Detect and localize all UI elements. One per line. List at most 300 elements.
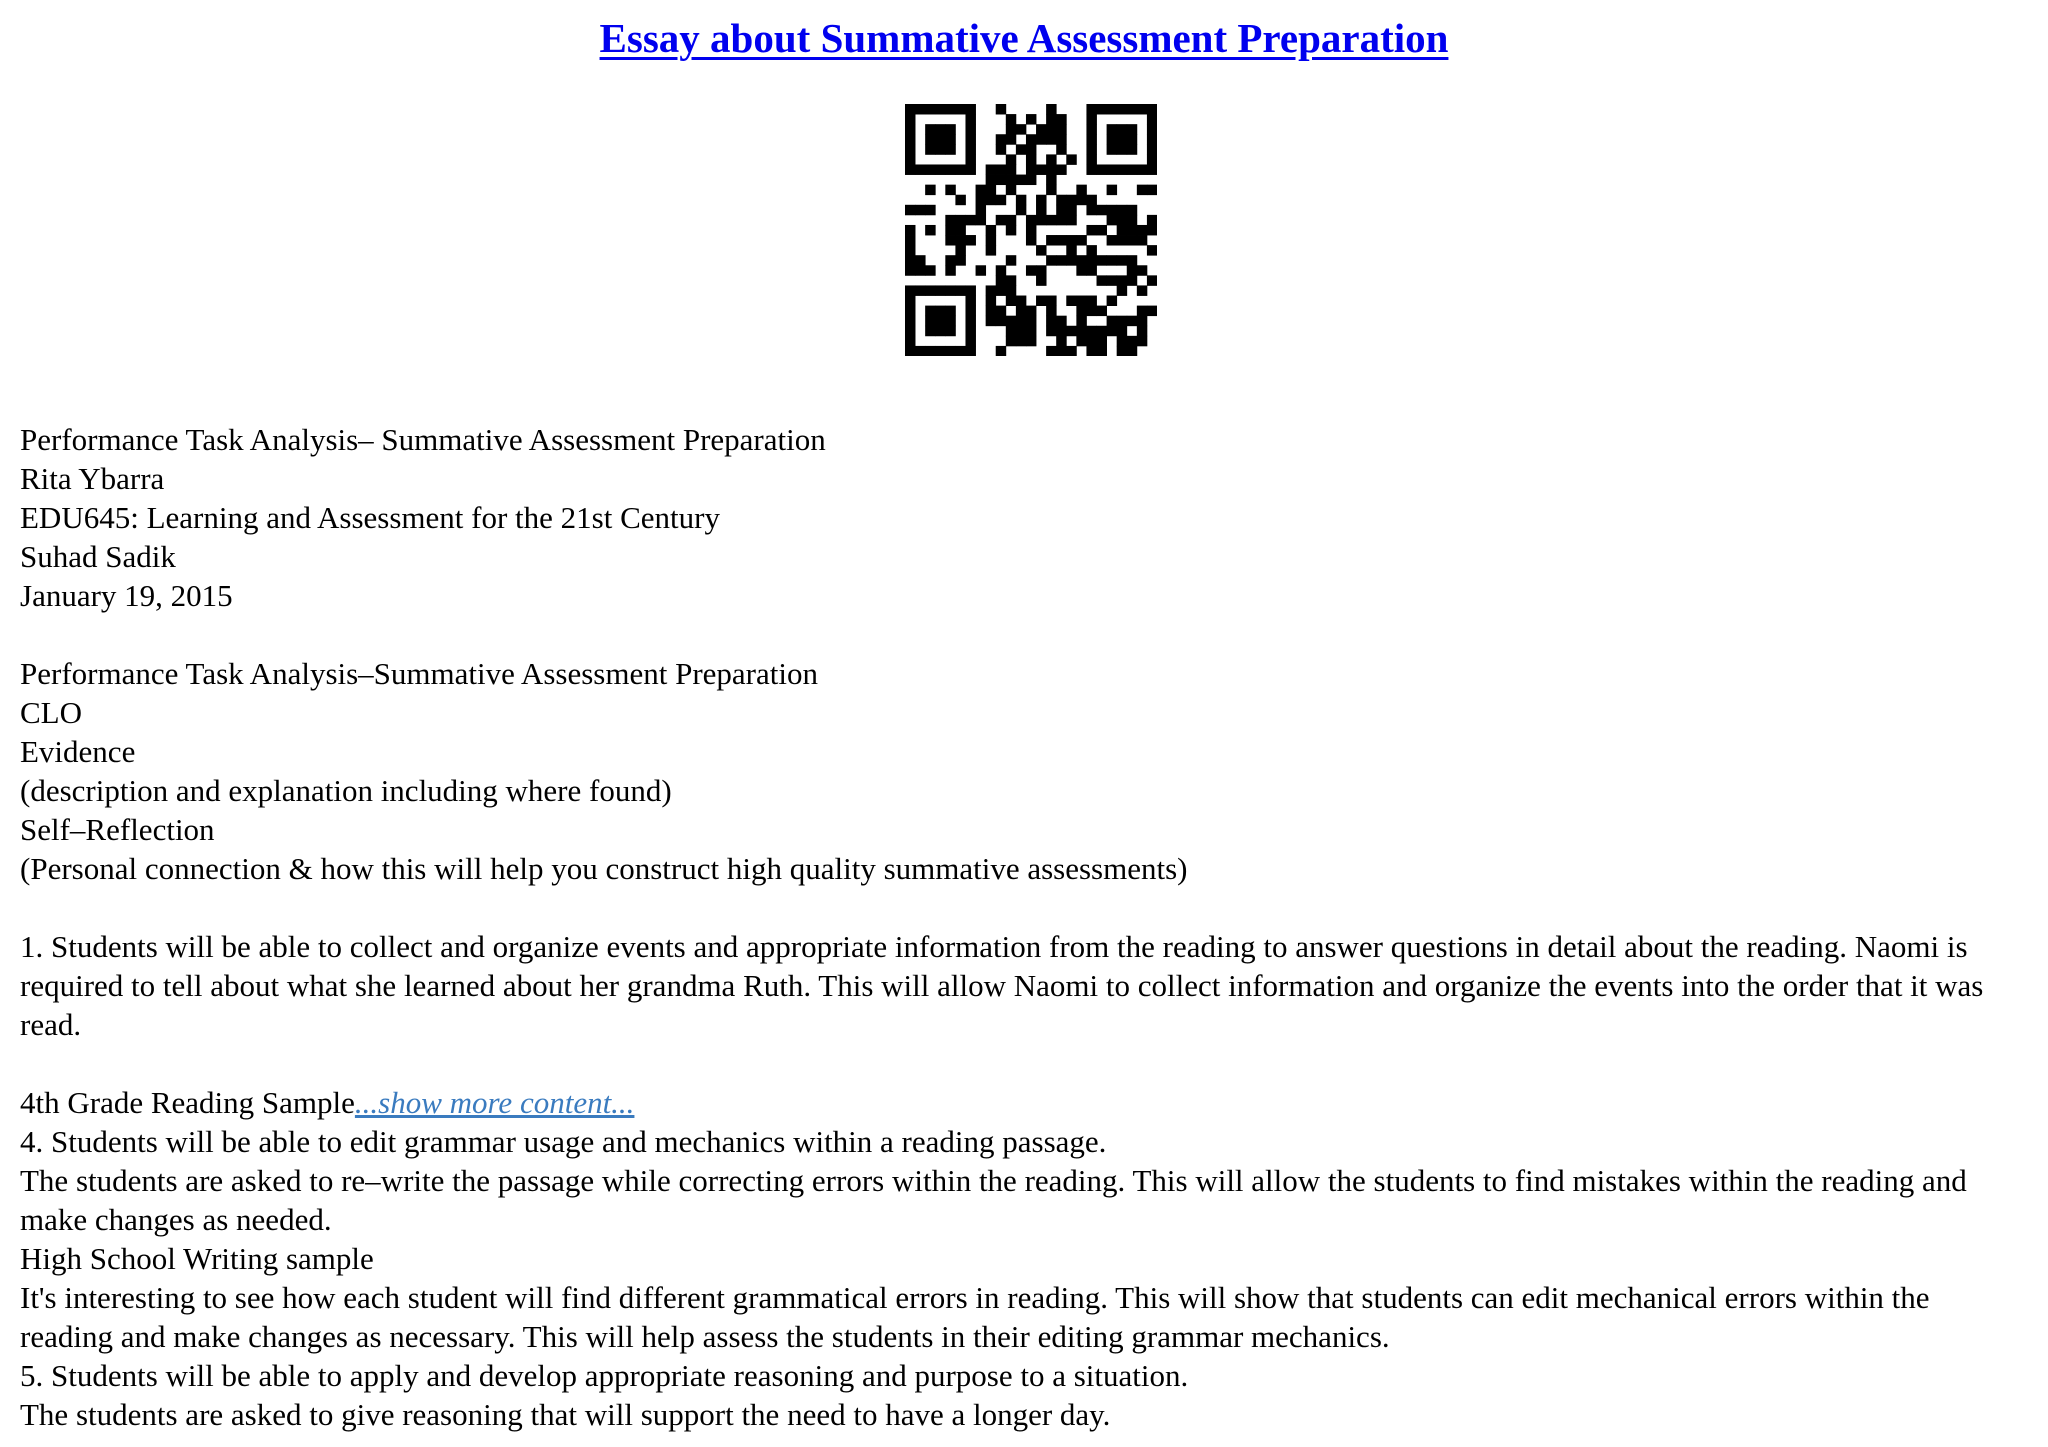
qr-module — [1086, 326, 1096, 336]
qr-module — [1066, 235, 1076, 245]
item-5-detail: The students are asked to give reasoning that will support the need to have a longer day. — [20, 1397, 1111, 1432]
qr-module — [1127, 164, 1137, 174]
qr-module — [915, 205, 925, 215]
qr-module — [1086, 225, 1096, 235]
qr-module — [965, 296, 975, 306]
qr-module — [925, 316, 935, 326]
qr-module — [1147, 185, 1157, 195]
qr-module — [965, 164, 975, 174]
qr-module — [925, 144, 935, 154]
qr-module — [905, 316, 915, 326]
qr-module — [1006, 154, 1016, 164]
qr-module — [996, 144, 1006, 154]
qr-module — [1147, 154, 1157, 164]
table-header-title: Performance Task Analysis–Summative Assessment Preparation — [20, 656, 818, 691]
qr-module — [935, 144, 945, 154]
qr-module — [1086, 245, 1096, 255]
qr-module — [945, 235, 955, 245]
qr-module — [1066, 205, 1076, 215]
qr-module — [1086, 104, 1096, 114]
qr-module — [1107, 144, 1117, 154]
qr-module — [1107, 185, 1117, 195]
qr-module — [905, 164, 915, 174]
qr-module — [1117, 346, 1127, 356]
qr-module — [1147, 164, 1157, 174]
table-header-evidence-note: (description and explanation including where found) — [20, 773, 672, 808]
qr-module — [1147, 306, 1157, 316]
qr-module — [1046, 346, 1056, 356]
qr-module — [1107, 255, 1117, 265]
qr-module — [945, 164, 955, 174]
qr-module — [935, 326, 945, 336]
qr-module — [905, 296, 915, 306]
qr-module — [1056, 144, 1066, 154]
qr-module — [1137, 185, 1147, 195]
qr-module — [1107, 124, 1117, 134]
qr-module — [996, 134, 1006, 144]
qr-module — [1086, 296, 1096, 306]
qr-module — [1046, 164, 1056, 174]
qr-module — [905, 104, 915, 114]
qr-module — [1036, 265, 1046, 275]
qr-module — [1026, 154, 1036, 164]
qr-module — [925, 134, 935, 144]
qr-module — [1006, 164, 1016, 174]
qr-module — [986, 285, 996, 295]
qr-module — [1036, 275, 1046, 285]
qr-module — [945, 215, 955, 225]
qr-module — [955, 235, 965, 245]
qr-module — [996, 306, 1006, 316]
qr-module — [905, 326, 915, 336]
qr-module — [1086, 265, 1096, 275]
qr-module — [905, 255, 915, 265]
qr-module — [1076, 195, 1086, 205]
writing-sample-label: High School Writing sample — [20, 1241, 374, 1276]
qr-module — [986, 164, 996, 174]
qr-module — [945, 346, 955, 356]
qr-module — [965, 285, 975, 295]
qr-module — [1056, 164, 1066, 174]
qr-module — [996, 285, 1006, 295]
qr-module — [976, 215, 986, 225]
qr-module — [1056, 124, 1066, 134]
qr-module — [1086, 134, 1096, 144]
qr-module — [1137, 265, 1147, 275]
qr-module — [1016, 296, 1026, 306]
qr-module — [1056, 114, 1066, 124]
qr-module — [1097, 225, 1107, 235]
spacer — [20, 1044, 2030, 1083]
qr-module — [965, 124, 975, 134]
qr-module — [1066, 215, 1076, 225]
qr-module — [1046, 296, 1056, 306]
qr-module — [905, 306, 915, 316]
qr-module — [1046, 134, 1056, 144]
qr-module — [945, 104, 955, 114]
qr-module — [955, 104, 965, 114]
qr-module — [905, 134, 915, 144]
qr-module — [935, 124, 945, 134]
qr-module — [1046, 104, 1056, 114]
qr-module — [1117, 275, 1127, 285]
qr-module — [1026, 215, 1036, 225]
qr-module — [1026, 225, 1036, 235]
qr-module — [1076, 185, 1086, 195]
qr-module — [1056, 195, 1066, 205]
qr-module — [925, 225, 935, 235]
qr-module — [905, 205, 915, 215]
qr-module — [1127, 316, 1137, 326]
header-line-author: Rita Ybarra — [20, 461, 165, 496]
qr-module — [1127, 104, 1137, 114]
reflection-paragraph: It's interesting to see how each student will find different grammatical errors in reading. This will show that students can edit mechanical errors within the reading and make changes as necessary. This will help assess the students in their editing grammar mechanics. — [20, 1280, 1930, 1354]
qr-module — [1117, 326, 1127, 336]
item-4-detail: The students are asked to re–write the passage while correcting errors within the reading. This will allow the students to find mistakes within the reading and make changes as needed. — [20, 1163, 1967, 1237]
table-header-self-reflection: Self–Reflection — [20, 812, 215, 847]
item-4-paragraph: 4. Students will be able to edit grammar usage and mechanics within a reading passage. — [20, 1124, 1107, 1159]
qr-module — [1026, 326, 1036, 336]
qr-module — [1046, 306, 1056, 316]
header-line-instructor: Suhad Sadik — [20, 539, 176, 574]
qr-module — [1117, 255, 1127, 265]
qr-module — [1137, 316, 1147, 326]
qr-module — [935, 104, 945, 114]
qr-module — [945, 134, 955, 144]
qr-module — [976, 205, 986, 215]
spacer — [20, 615, 2030, 654]
qr-module — [1016, 336, 1026, 346]
qr-module — [925, 265, 935, 275]
qr-module — [1036, 164, 1046, 174]
qr-module — [1097, 104, 1107, 114]
qr-module — [1026, 336, 1036, 346]
qr-module — [965, 134, 975, 144]
qr-module — [965, 154, 975, 164]
header-line-title: Performance Task Analysis– Summative Assessment Preparation — [20, 422, 826, 457]
qr-module — [915, 104, 925, 114]
qr-module — [1147, 275, 1157, 285]
qr-module — [905, 285, 915, 295]
qr-module — [905, 154, 915, 164]
qr-module — [996, 275, 1006, 285]
qr-module — [1006, 185, 1016, 195]
qr-module — [965, 144, 975, 154]
qr-module — [1117, 164, 1127, 174]
qr-module — [1006, 336, 1016, 346]
qr-module — [1006, 134, 1016, 144]
qr-module — [1117, 235, 1127, 245]
qr-module — [955, 285, 965, 295]
table-header-reflection-note: (Personal connection & how this will help you construct high quality summative assessments) — [20, 851, 1188, 886]
qr-module — [925, 185, 935, 195]
qr-module — [1127, 134, 1137, 144]
qr-module — [1117, 205, 1127, 215]
qr-module — [955, 346, 965, 356]
qr-module — [1086, 124, 1096, 134]
qr-module — [1086, 154, 1096, 164]
qr-module — [965, 215, 975, 225]
qr-module — [935, 164, 945, 174]
item-1-paragraph: 1. Students will be able to collect and organize events and appropriate information from the reading to answer questions in detail about the reading. Naomi is required to tell about what she learned about her grandma Ruth. This will allow Naomi to collect information and organize the events into the order that it was read. — [20, 929, 1984, 1042]
qr-module — [1056, 205, 1066, 215]
qr-module — [1026, 114, 1036, 124]
qr-module — [1046, 154, 1056, 164]
qr-module — [1016, 316, 1026, 326]
spacer — [20, 888, 2030, 927]
qr-module — [925, 346, 935, 356]
qr-module — [1066, 195, 1076, 205]
qr-module — [905, 124, 915, 134]
qr-module — [1117, 336, 1127, 346]
qr-module — [986, 235, 996, 245]
qr-module — [1147, 144, 1157, 154]
qr-module — [996, 164, 1006, 174]
qr-module — [1056, 134, 1066, 144]
qr-module — [1016, 195, 1026, 205]
qr-module — [945, 185, 955, 195]
qr-module — [905, 114, 915, 124]
qr-module — [935, 285, 945, 295]
qr-module — [965, 316, 975, 326]
qr-module — [945, 285, 955, 295]
qr-module — [905, 235, 915, 245]
qr-module — [1056, 326, 1066, 336]
qr-module — [1086, 255, 1096, 265]
qr-module — [1006, 275, 1016, 285]
qr-module — [1127, 275, 1137, 285]
qr-module — [1097, 275, 1107, 285]
qr-module — [1026, 306, 1036, 316]
qr-module — [965, 235, 975, 245]
qr-module — [1097, 205, 1107, 215]
qr-module — [976, 195, 986, 205]
qr-module — [1117, 225, 1127, 235]
qr-module — [1107, 296, 1117, 306]
qr-module — [915, 285, 925, 295]
item-5-paragraph: 5. Students will be able to apply and develop appropriate reasoning and purpose to a situation. — [20, 1358, 1189, 1393]
qr-module — [1046, 185, 1056, 195]
qr-module — [1097, 306, 1107, 316]
qr-module — [1107, 316, 1117, 326]
qr-module — [1056, 316, 1066, 326]
qr-module — [1127, 265, 1137, 275]
qr-module — [1147, 225, 1157, 235]
qr-module — [986, 316, 996, 326]
qr-module — [905, 346, 915, 356]
qr-module — [1117, 124, 1127, 134]
qr-module — [1076, 326, 1086, 336]
qr-module — [976, 265, 986, 275]
qr-module — [996, 175, 1006, 185]
qr-module — [1026, 175, 1036, 185]
qr-module — [1036, 134, 1046, 144]
qr-module — [1107, 164, 1117, 174]
qr-module — [986, 245, 996, 255]
qr-module — [1127, 225, 1137, 235]
qr-module — [935, 316, 945, 326]
qr-module — [1006, 215, 1016, 225]
qr-module — [905, 265, 915, 275]
qr-module — [1006, 175, 1016, 185]
qr-module — [965, 104, 975, 114]
qr-module — [955, 195, 965, 205]
qr-module — [1016, 144, 1026, 154]
qr-module — [925, 164, 935, 174]
qr-module — [996, 215, 1006, 225]
qr-module — [1036, 195, 1046, 205]
qr-module — [1026, 134, 1036, 144]
qr-module — [1076, 316, 1086, 326]
qr-module — [1086, 346, 1096, 356]
qr-module — [996, 346, 1006, 356]
qr-module — [1026, 235, 1036, 245]
header-line-course: EDU645: Learning and Assessment for the 21st Century — [20, 500, 720, 535]
qr-module — [965, 326, 975, 336]
qr-module — [1137, 235, 1147, 245]
qr-module — [1056, 346, 1066, 356]
qr-module — [925, 205, 935, 215]
qr-code-graphic — [905, 104, 1157, 356]
qr-module — [1076, 306, 1086, 316]
qr-module — [1066, 296, 1076, 306]
qr-module — [905, 245, 915, 255]
qr-module — [1036, 205, 1046, 215]
qr-module — [986, 175, 996, 185]
qr-module — [1137, 164, 1147, 174]
qr-module — [1137, 104, 1147, 114]
qr-module — [945, 255, 955, 265]
qr-module — [1086, 195, 1096, 205]
qr-module — [1097, 336, 1107, 346]
qr-module — [1086, 164, 1096, 174]
qr-module — [1097, 346, 1107, 356]
qr-module — [1107, 134, 1117, 144]
qr-module — [1107, 215, 1117, 225]
qr-module — [915, 265, 925, 275]
qr-module — [1046, 124, 1056, 134]
qr-module — [935, 134, 945, 144]
qr-module — [1127, 124, 1137, 134]
qr-module — [915, 255, 925, 265]
qr-module — [925, 104, 935, 114]
qr-module — [1006, 285, 1016, 295]
qr-module — [1107, 326, 1117, 336]
qr-module — [905, 144, 915, 154]
qr-module — [1076, 296, 1086, 306]
qr-module — [1137, 225, 1147, 235]
qr-module — [1066, 154, 1076, 164]
qr-module — [1117, 316, 1127, 326]
qr-module — [1036, 245, 1046, 255]
qr-module — [965, 306, 975, 316]
qr-module — [1006, 326, 1016, 336]
qr-module — [1006, 255, 1016, 265]
essay-title-link[interactable]: Essay about Summative Assessment Preparation — [599, 15, 1449, 61]
table-header-clo: CLO — [20, 695, 82, 730]
qr-module — [1056, 235, 1066, 245]
qr-module — [986, 185, 996, 195]
qr-module — [1086, 114, 1096, 124]
qr-module — [1127, 215, 1137, 225]
qr-module — [945, 306, 955, 316]
qr-module — [1097, 164, 1107, 174]
qr-module — [1016, 306, 1026, 316]
qr-module — [905, 225, 915, 235]
qr-module — [1006, 225, 1016, 235]
qr-module — [1076, 235, 1086, 245]
show-more-link[interactable]: ...show more content... — [354, 1085, 635, 1120]
qr-code — [905, 104, 1157, 356]
qr-module — [1046, 255, 1056, 265]
qr-module — [1076, 336, 1086, 346]
qr-module — [935, 306, 945, 316]
qr-module — [955, 164, 965, 174]
qr-module — [1137, 306, 1147, 316]
qr-module — [1147, 215, 1157, 225]
qr-module — [1046, 316, 1056, 326]
qr-module — [955, 215, 965, 225]
qr-module — [1006, 316, 1016, 326]
qr-module — [1097, 255, 1107, 265]
qr-module — [1026, 164, 1036, 174]
qr-module — [1046, 114, 1056, 124]
qr-module — [1046, 215, 1056, 225]
qr-module — [1036, 215, 1046, 225]
qr-module — [1016, 205, 1026, 215]
qr-module — [945, 225, 955, 235]
qr-module — [945, 316, 955, 326]
qr-module — [1006, 296, 1016, 306]
qr-module — [945, 265, 955, 275]
qr-module — [976, 185, 986, 195]
qr-module — [986, 306, 996, 316]
qr-module — [1016, 175, 1026, 185]
qr-module — [1147, 124, 1157, 134]
qr-module — [1056, 255, 1066, 265]
qr-module — [1056, 215, 1066, 225]
qr-module — [1036, 296, 1046, 306]
qr-module — [1076, 255, 1086, 265]
qr-module — [965, 336, 975, 346]
qr-module — [1026, 144, 1036, 154]
qr-module — [986, 296, 996, 306]
qr-module — [955, 255, 965, 265]
qr-module — [905, 336, 915, 346]
page-title-container — [0, 14, 2048, 62]
qr-module — [1107, 104, 1117, 114]
qr-module — [1137, 326, 1147, 336]
sample-line — [20, 1083, 2030, 1122]
qr-module — [1006, 124, 1016, 134]
qr-module — [925, 124, 935, 134]
qr-module — [1026, 265, 1036, 275]
qr-module — [925, 285, 935, 295]
reading-sample-label: 4th Grade Reading Sample — [20, 1085, 355, 1120]
qr-module — [965, 114, 975, 124]
qr-module — [1127, 235, 1137, 245]
qr-module — [1127, 205, 1137, 215]
qr-module — [1137, 285, 1147, 295]
qr-module — [1127, 255, 1137, 265]
qr-module — [1046, 175, 1056, 185]
qr-module — [925, 326, 935, 336]
qr-module — [1147, 134, 1157, 144]
qr-module — [996, 195, 1006, 205]
qr-module — [1066, 255, 1076, 265]
qr-module — [1107, 275, 1117, 285]
qr-module — [1046, 235, 1056, 245]
